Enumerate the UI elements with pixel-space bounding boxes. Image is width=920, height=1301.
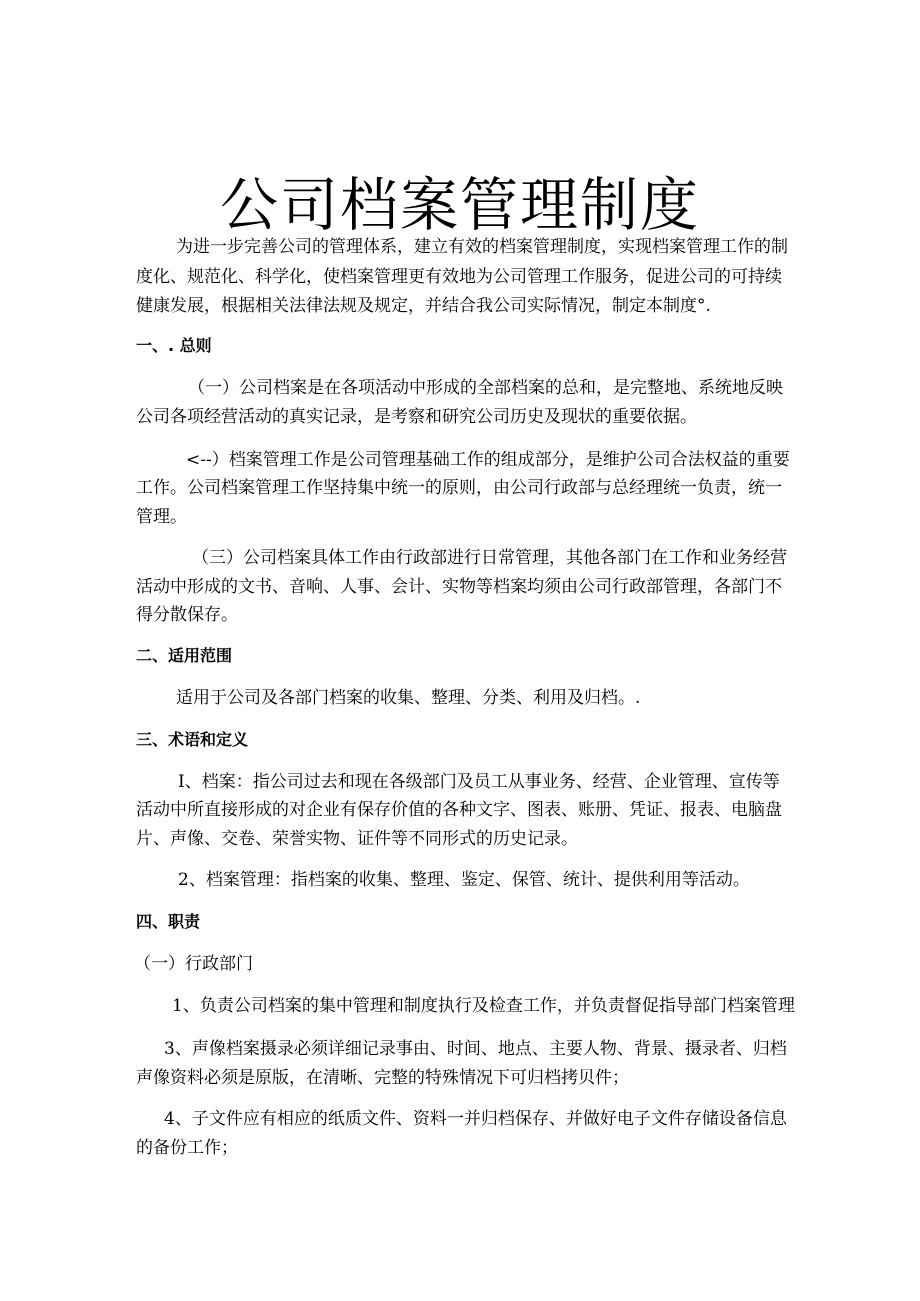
section-2-heading: 二、适用范围 <box>136 646 233 665</box>
section-4-p3-line-2: 的备份工作； <box>136 1138 238 1158</box>
section-2-p1: 适用于公司及各部门档案的收集、整理、分类、利用及归档。. <box>176 688 641 708</box>
section-4-p2-line-1: 3、声像档案摄录必须详细记录事由、时间、地点、主要人物、背景、摄录者、归档 <box>164 1039 787 1059</box>
intro-line-2: 度化、规范化、科学化，使档案管理更有效地为公司管理工作服务，促进公司的可持续 <box>136 267 782 287</box>
page-title: 公司档案管理制度 <box>219 171 700 239</box>
section-1-p3-line-3: 得分散保存。 <box>136 605 238 625</box>
intro-line-3: 健康发展，根据相关法律法规及规定，并结合我公司实际情况，制定本制度°. <box>136 296 711 316</box>
section-3-p1-line-3: 片、声像、交卷、荣誉实物、证件等不同形式的历史记录。 <box>136 829 578 849</box>
section-4-p2-line-2: 声像资料必须是原版，在清晰、完整的特殊情况下可归档拷贝件； <box>136 1068 629 1088</box>
section-3-heading: 三、术语和定义 <box>136 730 249 749</box>
section-3-p1-line-1: I、档案：指公司过去和现在各级部门及员工从事业务、经营、企业管理、宣传等 <box>178 772 780 792</box>
section-4-p1: 1、负责公司档案的集中管理和制度执行及检查工作，并负责督促指导部门档案管理 <box>172 996 795 1016</box>
section-1-p3-line-1: （三）公司档案具体工作由行政部进行日常管理，其他各部门在工作和业务经营 <box>192 548 787 568</box>
section-1-p2-line-1: <--）档案管理工作是公司管理基础工作的组成部分，是维护公司合法权益的重要 <box>186 450 790 470</box>
section-3-p2: 2、档案管理：指档案的收集、整理、鉴定、保管、统计、提供利用等活动。 <box>178 870 750 890</box>
section-1-heading: 一、. 总则 <box>136 336 212 355</box>
section-4-heading: 四、职责 <box>136 912 201 931</box>
section-1-p2-line-3: 管理。 <box>136 507 187 527</box>
section-1-p1-line-1: （一）公司档案是在各项活动中形成的全部档案的总和，是完整地、系统地反映 <box>188 378 783 398</box>
section-3-p1-line-2: 活动中所直接形成的对企业有保存价值的各种文字、图表、账册、凭证、报表、电脑盘 <box>136 800 782 820</box>
section-4-subheading: （一）行政部门 <box>134 954 253 974</box>
section-1-p2-line-2: 工作。公司档案管理工作坚持集中统一的原则，由公司行政部与总经理统一负责，统一 <box>136 478 782 498</box>
intro-line-1: 为进一步完善公司的管理体系，建立有效的档案管理制度，实现档案管理工作的制 <box>176 237 788 257</box>
section-1-p1-line-2: 公司各项经营活动的真实记录，是考察和研究公司历史及现状的重要依据。 <box>136 407 697 427</box>
section-4-p3-line-1: 4、子文件应有相应的纸质文件、资料一并归档保存、并做好电子文件存储设备信息 <box>164 1109 787 1129</box>
section-1-p3-line-2: 活动中形成的文书、音响、人事、会计、实物等档案均须由公司行政部管理，各部门不 <box>136 577 782 597</box>
